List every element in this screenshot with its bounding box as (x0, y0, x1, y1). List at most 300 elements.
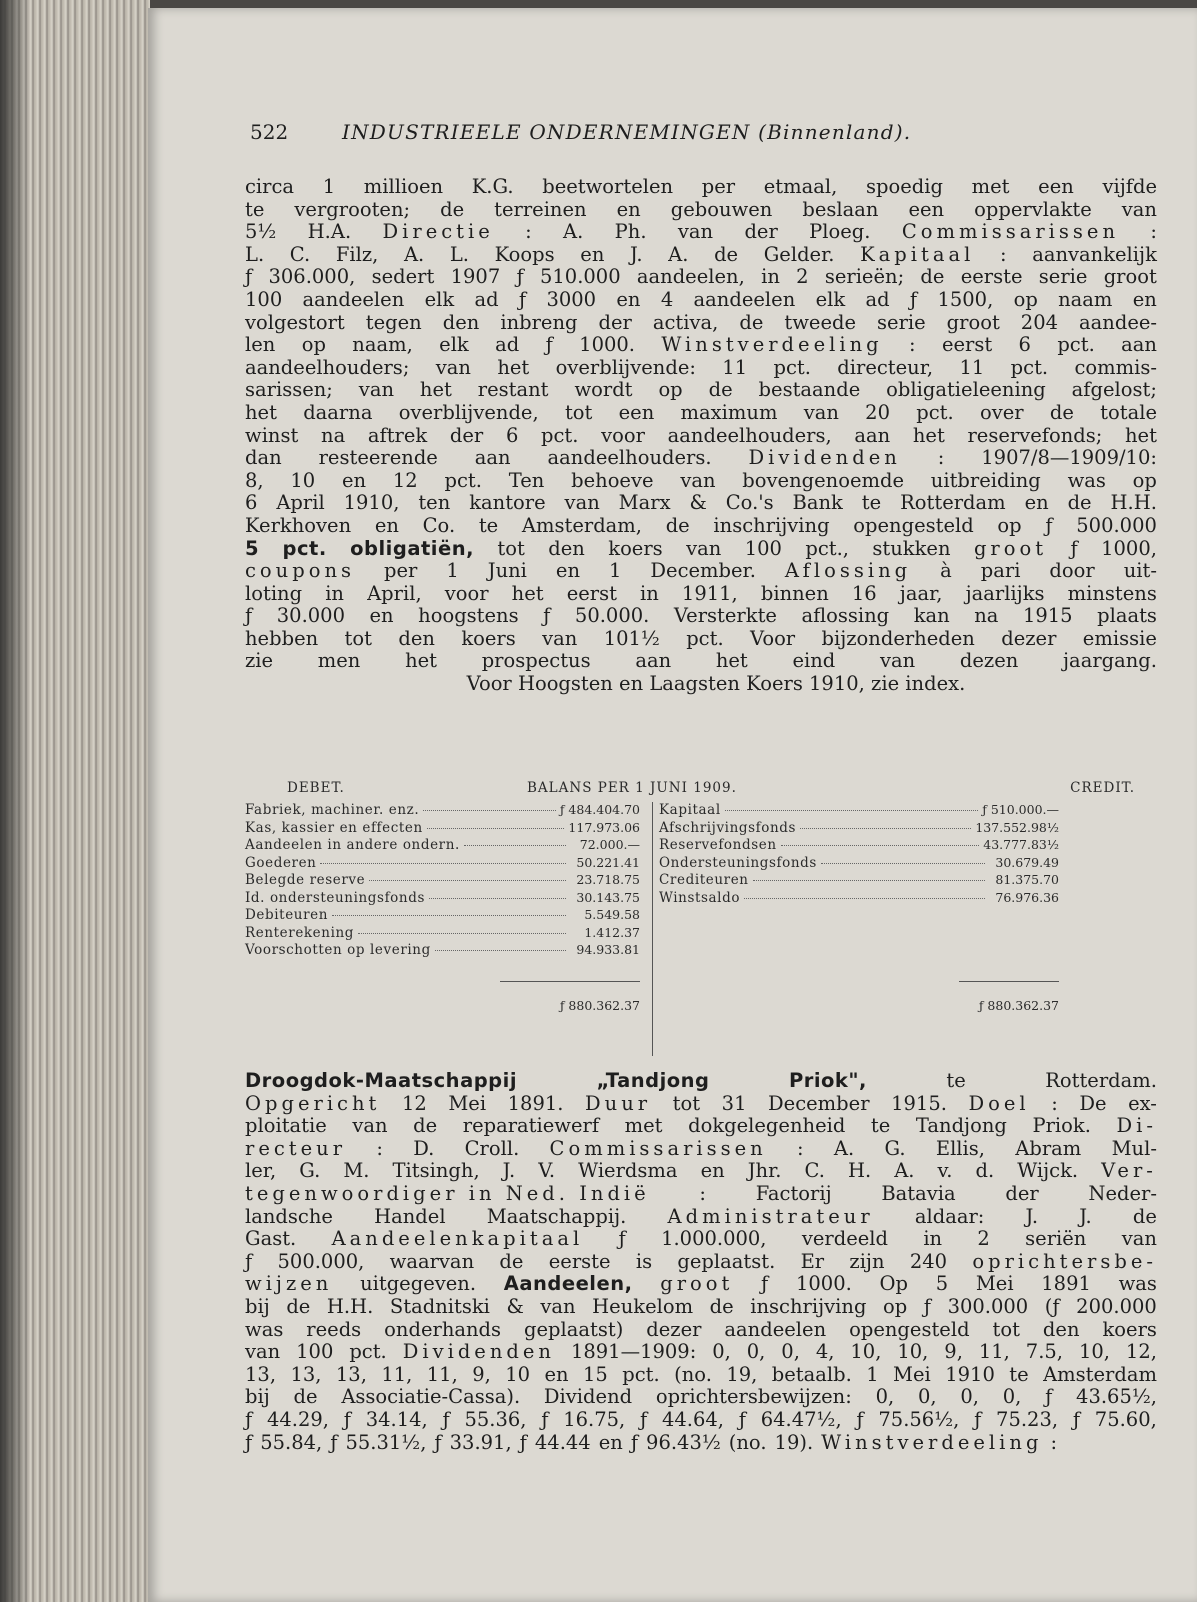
word: 16.75, (563, 1407, 626, 1431)
word: 4 (660, 287, 674, 311)
word: voor (444, 581, 489, 605)
word: elk (815, 287, 846, 311)
word: A. (833, 1136, 855, 1160)
word: inschrijving (713, 513, 830, 537)
text-line (245, 1093, 1157, 1116)
word: in (923, 1227, 943, 1251)
word: van (540, 1294, 576, 1318)
word: aflossing (801, 604, 890, 628)
debet-value: ƒ 484.404.70 (559, 802, 640, 817)
word: 6 (505, 423, 519, 447)
word: het (715, 649, 748, 673)
word: Ploeg. (809, 220, 871, 244)
balance-sheet (245, 780, 1157, 1062)
word: reparatiewerf (462, 1114, 600, 1138)
credit-total-rule (959, 981, 1059, 982)
word: na (974, 604, 999, 628)
word: eind (792, 649, 836, 673)
word: 3000 (546, 287, 597, 311)
text-line (245, 605, 1157, 628)
word: door (1049, 559, 1095, 583)
word: restant (477, 378, 549, 402)
word: dezer (646, 1317, 702, 1341)
word: naam, (352, 333, 413, 357)
word: De (1079, 1091, 1107, 1115)
word: de (709, 1294, 734, 1318)
word: van (880, 649, 916, 673)
word: ƒ (343, 1407, 351, 1431)
word: de (739, 310, 764, 334)
word: en (616, 197, 641, 221)
word: Amsterdam (1043, 1362, 1157, 1386)
word: 11 (959, 355, 985, 379)
word: aandeelen, (636, 265, 745, 289)
text-line (245, 1296, 1157, 1319)
word: ƒ (618, 1227, 626, 1251)
word: 1915 (1022, 604, 1073, 628)
word: der (1005, 1181, 1039, 1205)
word: een (1038, 175, 1074, 198)
text-line (245, 583, 1157, 606)
word: Di- (1116, 1114, 1157, 1138)
text-line (245, 1386, 1157, 1409)
word: 13, (335, 1362, 367, 1386)
word: Winstverdeeling (661, 333, 883, 357)
word: 100 (744, 536, 782, 560)
word: 100 (296, 1340, 334, 1364)
word: en (374, 513, 399, 537)
word: en (616, 287, 641, 311)
debet-value: 30.143.75 (576, 889, 640, 905)
word: overblijvende: (555, 355, 696, 379)
dot-leader (800, 828, 971, 829)
word: op (883, 1294, 908, 1318)
word: winst (245, 423, 299, 447)
word: der (744, 220, 778, 244)
debet-label: Belegde reserve (245, 872, 366, 888)
word: Aflossing (784, 559, 912, 583)
word: was (245, 1317, 284, 1341)
word: Op (879, 1272, 908, 1296)
word: aldaar: (914, 1204, 985, 1228)
word: op (997, 513, 1022, 537)
word: etmaal, (763, 175, 838, 198)
word: commis- (1074, 355, 1157, 379)
word: Directie (382, 220, 494, 244)
word: 1 (322, 175, 336, 198)
word: activa, (652, 310, 719, 334)
word: 1911, (681, 581, 738, 605)
debet-label: Fabriek, machiner. enz. (245, 802, 420, 818)
word: aan (635, 649, 672, 673)
word: April, (367, 581, 422, 605)
word: aandeelen (302, 287, 405, 311)
word: L. (449, 242, 470, 266)
word: 1000, (1101, 536, 1157, 560)
text-line (245, 1341, 1157, 1364)
word: millioen (363, 175, 444, 198)
word: Stadnitski (389, 1294, 490, 1318)
word: ƒ (909, 287, 918, 311)
word: 101½ (603, 626, 660, 650)
word: aanvankelijk (1032, 242, 1157, 266)
word: en (1024, 491, 1049, 515)
word: 9, (944, 1340, 963, 1364)
word: Commissarissen (549, 1136, 767, 1160)
word: de (286, 1294, 311, 1318)
word: Juni (487, 559, 527, 583)
word: den (1042, 1317, 1080, 1341)
word: de (413, 1114, 438, 1138)
word: 12, (1125, 1340, 1157, 1364)
word: aandeelhouders. (547, 446, 712, 470)
debet-value: 72.000.— (579, 837, 640, 852)
word: 12 (392, 468, 418, 492)
word: waarvan (389, 1249, 475, 1273)
dot-leader (423, 810, 556, 811)
word: ƒ (923, 1294, 932, 1318)
credit-row (659, 802, 1059, 820)
word: (no. (728, 1430, 767, 1454)
word: Mei (975, 1272, 1014, 1296)
debet-heading: DEBET. (287, 780, 345, 796)
word: Heukelom (592, 1294, 694, 1318)
word: Associatie-Cassa). (341, 1385, 521, 1409)
text-line (245, 515, 1157, 538)
word: elk (424, 287, 455, 311)
word: G. (299, 1159, 321, 1183)
word: per (701, 175, 736, 198)
word: Croll. (464, 1136, 520, 1160)
debet-value: 117.973.06 (568, 819, 640, 835)
word: : (797, 1136, 804, 1160)
word: Mei (448, 1091, 487, 1115)
word: ƒ (974, 1407, 982, 1431)
word: Aandeelenkapitaal (331, 1227, 584, 1251)
word: ƒ (856, 1407, 864, 1431)
word: 100 (245, 287, 283, 311)
word: : (937, 446, 945, 470)
word: 5 (935, 1272, 949, 1296)
word: de (440, 197, 465, 221)
word: ƒ (245, 1249, 253, 1273)
credit-total: ƒ 880.362.37 (978, 998, 1059, 1013)
word: 19, (726, 1362, 758, 1386)
text-line (245, 266, 1157, 289)
word: groot (1103, 265, 1157, 289)
word: hebben (245, 626, 319, 650)
word: Abram (1015, 1136, 1082, 1160)
word: 8, (245, 468, 264, 492)
word: Co.'s (725, 491, 774, 515)
word: aandeelhouders, (667, 423, 832, 447)
word: kan (913, 604, 950, 628)
word: 5½ (245, 220, 277, 244)
page-number: 522 (250, 120, 289, 144)
word: betaalb. (771, 1362, 852, 1386)
word: ƒ (518, 287, 527, 311)
word: 11, (978, 1340, 1010, 1364)
word: is (635, 1249, 653, 1273)
credit-label: Afschrijvingsfonds (659, 819, 797, 836)
credit-value: 30.679.49 (995, 854, 1059, 870)
word: Kerkhoven (245, 513, 352, 537)
text-line (245, 176, 1157, 199)
debet-label: Id. ondersteuningsfonds (245, 889, 425, 906)
debet-label: Voorschotten op levering (245, 942, 431, 958)
debet-value: 94.933.81 (576, 942, 640, 957)
word: 0, (746, 1340, 766, 1364)
word: opengesteld (849, 1317, 970, 1341)
text-line (245, 560, 1157, 583)
debet-label: Aandeelen in andere ondern. (245, 837, 460, 853)
word: Mul- (1111, 1136, 1157, 1160)
word: koers (608, 536, 663, 560)
dot-leader (464, 845, 566, 846)
word: Ph. (614, 220, 647, 244)
word: pari (980, 559, 1021, 583)
column-divider (652, 802, 653, 1056)
debet-row (245, 802, 640, 820)
word: wordt (574, 378, 633, 402)
word: landsche (245, 1204, 333, 1228)
word: Aandeelen, (503, 1272, 633, 1296)
text-line (245, 379, 1157, 402)
dot-leader (744, 898, 985, 899)
text-line (245, 334, 1157, 357)
word: eerste (960, 265, 1023, 289)
word: van (352, 1114, 388, 1138)
word: obligatiën, (350, 536, 475, 560)
word: den (398, 626, 435, 650)
word: 0, (781, 1340, 800, 1364)
word: 44.29, (266, 1407, 329, 1431)
word: ƒ (434, 1430, 442, 1454)
word: van (686, 536, 722, 560)
word: totale (1100, 400, 1157, 424)
text-line (245, 492, 1157, 515)
word: ƒ (543, 604, 551, 628)
word: 1915. (891, 1091, 947, 1115)
word: Er (800, 1249, 825, 1273)
word: aandeelen (693, 287, 796, 311)
word: J. (630, 242, 643, 266)
text-line (245, 244, 1157, 267)
word: na (321, 423, 346, 447)
word: 15 (583, 1362, 608, 1386)
word: 1907/8—1909/10: (981, 446, 1157, 470)
word: A. (403, 242, 425, 266)
word: Jhr. (747, 1159, 782, 1183)
word: het (245, 400, 277, 424)
word: Wijck. (1017, 1159, 1079, 1183)
word: 44.44 (534, 1430, 591, 1454)
word: in (761, 265, 780, 289)
word: te (1009, 1362, 1029, 1386)
word: ƒ (545, 333, 553, 357)
word: 6 (1018, 333, 1031, 357)
word: 1910, (343, 491, 400, 515)
word: (ƒ (1044, 1294, 1060, 1318)
word: zie (245, 649, 274, 673)
word: de (1067, 491, 1092, 515)
word: van (1121, 1227, 1157, 1251)
word: den (548, 536, 585, 560)
word: Neder- (1088, 1181, 1157, 1205)
word: inschrijving (750, 1294, 867, 1318)
word: den (442, 310, 480, 334)
text-line (245, 650, 1157, 673)
word: : (699, 1181, 706, 1205)
credit-heading: CREDIT. (1070, 780, 1135, 796)
word: serie (877, 310, 926, 334)
word: 10, (850, 1340, 882, 1364)
word: 1 (866, 1362, 879, 1386)
word: koers (1102, 1317, 1157, 1341)
credit-row (659, 890, 1059, 908)
word: 13, (245, 1362, 277, 1386)
dot-leader (369, 880, 566, 881)
word: circa (245, 175, 295, 198)
word: ƒ (330, 1430, 338, 1454)
word: len (245, 333, 276, 357)
word: December (768, 1091, 870, 1115)
word: Ver- (1101, 1159, 1157, 1183)
word: Priok. (1032, 1114, 1091, 1138)
word: en (598, 1430, 623, 1454)
word: over (979, 400, 1024, 424)
word: : (1150, 220, 1157, 244)
word: 10, (897, 1340, 929, 1364)
word: geplaatst. (677, 1249, 776, 1273)
word: : (909, 333, 916, 357)
word: in (640, 581, 659, 605)
credit-row (659, 855, 1059, 873)
word: seriën (1025, 1227, 1087, 1251)
word: tegenwoordiger in Ned. Indië (245, 1181, 650, 1205)
word: zijn (849, 1249, 885, 1273)
word: uitgegeven. (360, 1272, 477, 1296)
word: 6 (245, 491, 258, 515)
word: 300.000 (947, 1294, 1029, 1318)
word: opengesteld (853, 513, 974, 537)
word: 10 (505, 1362, 531, 1386)
word: 0, (917, 1385, 937, 1409)
word: Rotterdam (900, 491, 1006, 515)
word: 510.000 (539, 265, 621, 289)
word: volgestort (245, 310, 345, 334)
debet-label: Goederen (245, 854, 317, 871)
word: ƒ (630, 1430, 639, 1454)
word: te (245, 197, 265, 221)
word: de (293, 1385, 318, 1409)
word: pct. (773, 355, 811, 379)
word: directeur, (837, 355, 934, 379)
text-line (245, 1115, 1157, 1138)
word: het (405, 649, 437, 673)
word: ad (495, 333, 520, 357)
word: Droogdok-Maatschappij (245, 1069, 518, 1092)
credit-row (659, 872, 1059, 890)
word: reservefonds; (967, 423, 1103, 447)
credit-label: Crediteuren (659, 872, 749, 888)
word: Duur (585, 1091, 652, 1115)
word: groot (946, 310, 1000, 334)
word: 96.43½ (646, 1430, 721, 1454)
droogdok-company-paragraph (245, 1070, 1157, 1454)
word: coupons (245, 559, 356, 583)
book-page (148, 8, 1197, 1602)
dot-leader (427, 828, 565, 829)
word: een (908, 197, 945, 221)
text-line (245, 199, 1157, 222)
word: 2 (796, 265, 809, 289)
word: bovengenoemde (742, 468, 905, 492)
word: 1500, (937, 287, 994, 311)
word: L. (245, 242, 265, 266)
word: Titsingh, (392, 1159, 480, 1183)
running-title: INDUSTRIEELE ONDERNEMINGEN (Binnenland). (342, 120, 912, 144)
text-line (245, 1432, 1157, 1455)
debet-column (245, 802, 640, 960)
credit-value: ƒ 510.000.— (982, 802, 1059, 817)
word: stukken (872, 536, 951, 560)
word: het (912, 423, 945, 447)
word: terreinen (494, 197, 587, 221)
word: aftrek (367, 423, 428, 447)
debet-row (245, 837, 640, 855)
word: 500.000 (1076, 513, 1157, 537)
balance-sheet-columns (245, 802, 1157, 1062)
text-line (245, 1319, 1157, 1342)
word: spoedig (865, 175, 943, 198)
word: wijzen (245, 1272, 333, 1296)
word: Bank (792, 491, 843, 515)
word: 33.91, (449, 1430, 512, 1454)
word: pct. (282, 536, 327, 560)
word: reeds (306, 1317, 362, 1341)
dot-leader (435, 950, 566, 951)
word: de (714, 242, 739, 266)
word: uit- (1123, 559, 1157, 583)
text-line (245, 1070, 1157, 1093)
word: de (1132, 1204, 1157, 1228)
word: Priok", (788, 1069, 867, 1092)
word: eerst (941, 333, 993, 357)
word: H. (847, 1159, 872, 1183)
word: groot (973, 536, 1048, 560)
word: : (376, 1136, 383, 1160)
word: V. (538, 1159, 556, 1183)
word: tot (672, 1091, 701, 1115)
word: groot (660, 1272, 734, 1296)
word: serieën; (824, 265, 905, 289)
word: Dividenden (402, 1340, 555, 1364)
word: van (680, 468, 716, 492)
word: 13, (290, 1362, 322, 1386)
word: hoogstens (418, 604, 519, 628)
word: „Tandjong (596, 1069, 710, 1092)
word: ploitatie (245, 1114, 327, 1138)
word: 1000. (795, 1272, 852, 1296)
credit-label: Ondersteuningsfonds (659, 854, 817, 871)
dot-leader (429, 898, 566, 899)
word: bij (245, 1385, 270, 1409)
word: aandeelhouders; (245, 355, 410, 379)
dot-leader (320, 863, 566, 864)
word: jaarlijks (965, 581, 1045, 605)
word: het (419, 378, 452, 402)
